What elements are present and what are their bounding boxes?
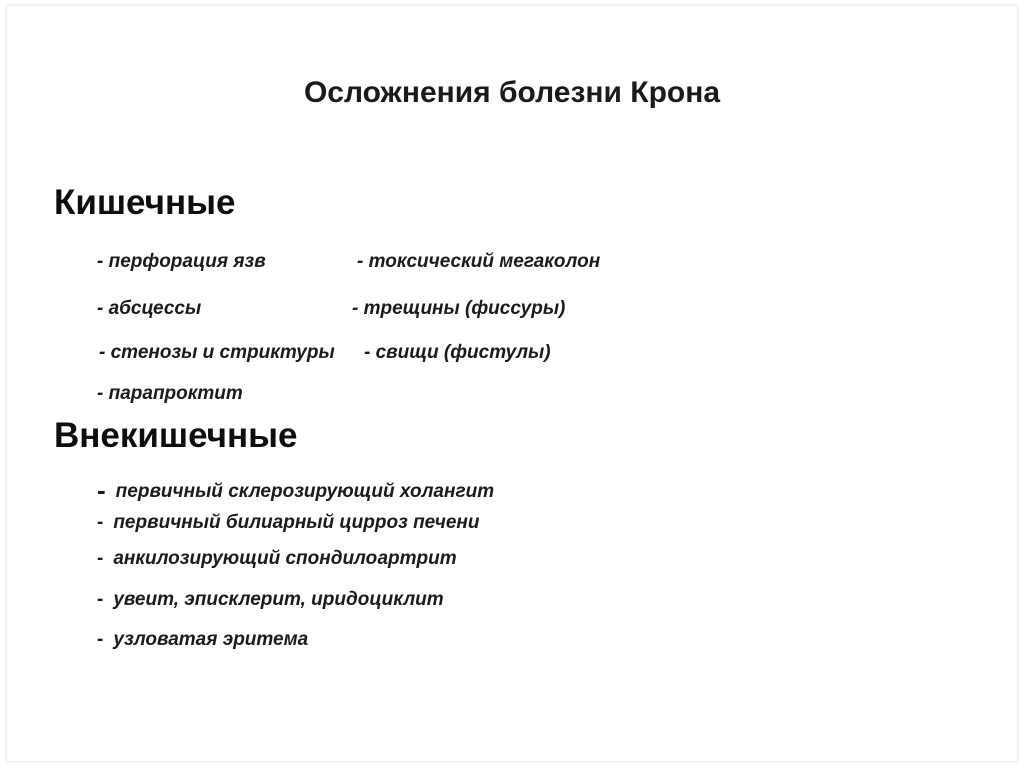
intestinal-item-fistulas: - свищи (фистулы) <box>364 342 551 363</box>
extraintestinal-item-erythema <box>97 628 308 652</box>
intestinal-item-abscesses: - абсцессы <box>97 298 202 319</box>
list-dash: - <box>97 475 106 505</box>
intestinal-heading: Кишечные <box>54 183 236 222</box>
extraintestinal-heading: Внекишечные <box>54 416 298 455</box>
list-dash: - <box>97 512 104 533</box>
extraintestinal-item-text: первичный склерозирующий холангит <box>115 481 495 502</box>
intestinal-item-stenoses: - стенозы и стриктуры <box>99 342 335 363</box>
intestinal-item-paraproctitis: - парапроктит <box>97 383 243 404</box>
extraintestinal-item-text: увеит, эписклерит, иридоциклит <box>113 589 444 610</box>
extraintestinal-item-cholangitis <box>97 475 495 505</box>
intestinal-item-fissures: - трещины (фиссуры) <box>352 298 566 319</box>
extraintestinal-item-spondyloarthritis <box>97 547 457 571</box>
extraintestinal-item-text: узловатая эритема <box>113 629 309 650</box>
extraintestinal-item-text: анкилозирующий спондилоартрит <box>113 548 457 569</box>
list-dash: - <box>97 548 104 569</box>
intestinal-item-megacolon: - токсический мегаколон <box>357 251 601 272</box>
extraintestinal-item-text: первичный билиарный цирроз печени <box>113 512 480 533</box>
list-dash: - <box>97 589 104 610</box>
list-dash: - <box>97 629 104 650</box>
intestinal-item-perforation: - перфорация язв <box>97 251 266 272</box>
extraintestinal-item-uveitis <box>97 588 444 612</box>
extraintestinal-item-cirrhosis <box>97 511 480 535</box>
slide-title: Осложнения болезни Крона <box>303 76 721 109</box>
